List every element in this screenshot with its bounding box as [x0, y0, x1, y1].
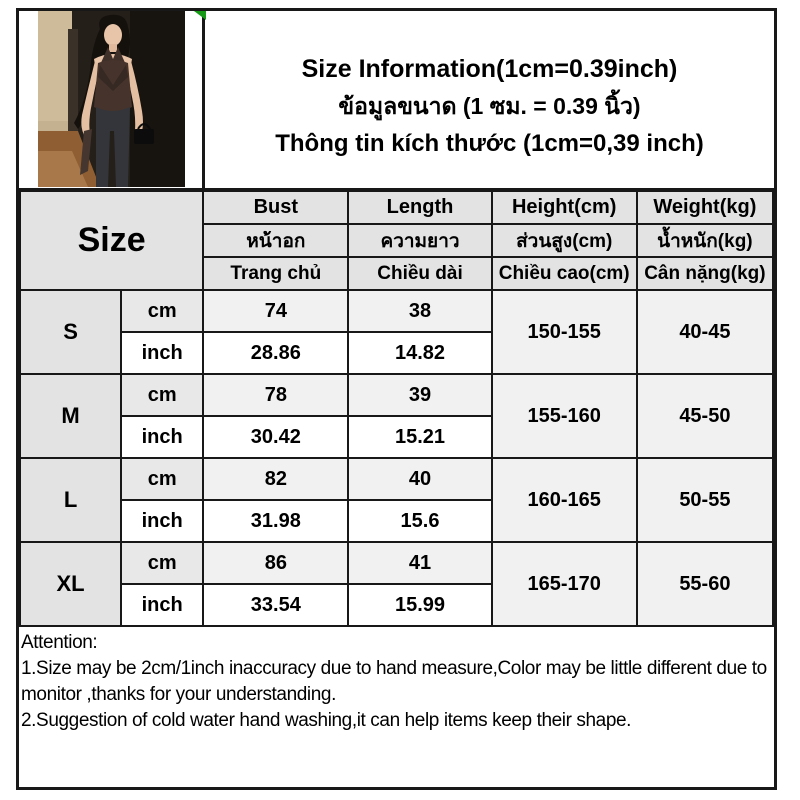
s-height: 150-155	[492, 290, 637, 374]
col-height-vi: Chiều cao(cm)	[492, 257, 637, 290]
size-m-label: M	[20, 374, 121, 458]
product-photo	[38, 11, 185, 187]
m-length-inch: 15.21	[348, 416, 491, 458]
header-row-english	[20, 191, 773, 224]
unit-inch-label: inch	[121, 500, 203, 542]
attention-line-1: 1.Size may be 2cm/1inch inaccuracy due to hand measure,Color may be little different due to monitor ,thanks for your understanding.	[21, 658, 767, 705]
size-header: Size	[20, 191, 203, 290]
col-bust-vi: Trang chủ	[203, 257, 348, 290]
title-english: Size Information(1cm=0.39inch)	[301, 55, 678, 83]
s-length-cm: 38	[348, 290, 491, 332]
m-length-cm: 39	[348, 374, 491, 416]
size-s-label: S	[20, 290, 121, 374]
unit-cm-label: cm	[121, 458, 203, 500]
xl-length-cm: 41	[348, 542, 491, 584]
row-m-cm	[20, 374, 773, 416]
unit-inch-label: inch	[121, 416, 203, 458]
size-xl-label: XL	[20, 542, 121, 626]
s-bust-cm: 74	[203, 290, 348, 332]
l-weight: 50-55	[637, 458, 773, 542]
m-bust-cm: 78	[203, 374, 348, 416]
s-weight: 40-45	[637, 290, 773, 374]
l-height: 160-165	[492, 458, 637, 542]
row-s-cm	[20, 290, 773, 332]
l-length-cm: 40	[348, 458, 491, 500]
col-height-en: Height(cm)	[492, 191, 637, 224]
row-xl-cm	[20, 542, 773, 584]
unit-inch-label: inch	[121, 332, 203, 374]
col-bust-en: Bust	[203, 191, 348, 224]
col-weight-en: Weight(kg)	[637, 191, 773, 224]
m-height: 155-160	[492, 374, 637, 458]
xl-weight: 55-60	[637, 542, 773, 626]
l-length-inch: 15.6	[348, 500, 491, 542]
attention-line-2: 2.Suggestion of cold water hand washing,it can help items keep their shape.	[21, 710, 632, 731]
green-corner-marker	[194, 11, 206, 20]
attention-notes	[19, 627, 774, 734]
l-bust-inch: 31.98	[203, 500, 348, 542]
top-section	[19, 11, 774, 190]
s-bust-inch: 28.86	[203, 332, 348, 374]
unit-cm-label: cm	[121, 290, 203, 332]
unit-cm-label: cm	[121, 542, 203, 584]
unit-inch-label: inch	[121, 584, 203, 626]
size-table	[19, 190, 774, 627]
col-length-vi: Chiều dài	[348, 257, 491, 290]
col-length-th: ความยาว	[348, 224, 491, 257]
xl-bust-cm: 86	[203, 542, 348, 584]
title-block	[205, 11, 774, 188]
col-height-th: ส่วนสูง(cm)	[492, 224, 637, 257]
content-box	[16, 8, 777, 790]
col-length-en: Length	[348, 191, 491, 224]
m-weight: 45-50	[637, 374, 773, 458]
row-l-cm	[20, 458, 773, 500]
unit-cm-label: cm	[121, 374, 203, 416]
col-weight-th: น้ำหนัก(kg)	[637, 224, 773, 257]
xl-length-inch: 15.99	[348, 584, 491, 626]
attention-heading: Attention:	[21, 632, 98, 653]
col-weight-vi: Cân nặng(kg)	[637, 257, 773, 290]
xl-height: 165-170	[492, 542, 637, 626]
title-vietnamese: Thông tin kích thước (1cm=0,39 inch)	[275, 130, 704, 157]
xl-bust-inch: 33.54	[203, 584, 348, 626]
s-length-inch: 14.82	[348, 332, 491, 374]
m-bust-inch: 30.42	[203, 416, 348, 458]
product-photo-cell	[19, 11, 205, 188]
col-bust-th: หน้าอก	[203, 224, 348, 257]
title-thai: ข้อมูลขนาด (1 ซม. = 0.39 นิ้ว)	[338, 93, 641, 119]
size-l-label: L	[20, 458, 121, 542]
product-photo-illustration	[38, 11, 185, 187]
l-bust-cm: 82	[203, 458, 348, 500]
